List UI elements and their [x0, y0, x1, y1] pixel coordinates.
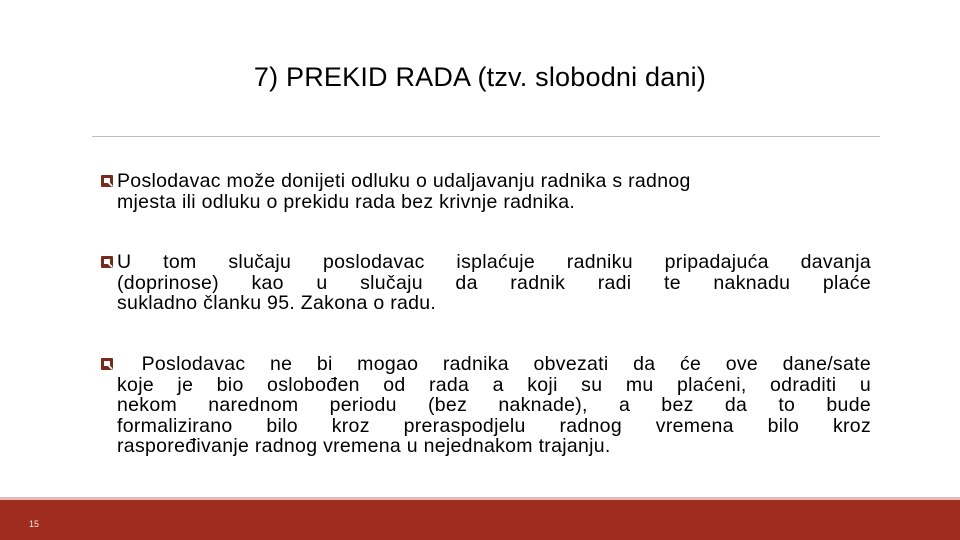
page-number: 15	[29, 519, 40, 529]
q-square-icon	[100, 174, 114, 188]
slide-title: 7) PREKID RADA (tzv. slobodni dani)	[253, 62, 707, 92]
bullet-line: koje je bio oslobođen od rada a koji su mu plaćeni, odraditi u	[117, 373, 871, 396]
bullet-text: Poslodavac može donijeti odluku o udaljavanju radnika s radnog	[117, 170, 691, 192]
bullet-line: raspoređivanje radnog vremena u nejednakom trajanju.	[117, 435, 611, 457]
q-square-icon	[100, 255, 114, 269]
bullet-line: sukladno članku 95. Zakona o radu.	[117, 292, 437, 314]
bullet-text: Poslodavac ne bi mogao radnika obvezati da će ove dane/sate	[117, 353, 871, 375]
q-square-icon	[100, 357, 114, 371]
bullet-line: mjesta ili odluku o prekidu rada bez krivnje radnika.	[117, 190, 576, 213]
bullet-item-3	[100, 354, 871, 457]
bullet-line	[100, 354, 871, 375]
bullet-text: U tom slučaju poslodavac isplaćuje radniku pripadajuća davanja	[117, 251, 871, 273]
bullet-line	[100, 252, 871, 273]
bullet-item-2	[100, 252, 871, 314]
bullet-line: nekom narednom periodu (bez naknade), a bez da to bude	[117, 394, 871, 416]
bullet-item-1	[100, 171, 871, 212]
bullet-line: formalizirano bilo kroz preraspodjelu radnog vremena bilo kroz	[117, 414, 871, 437]
bullet-line: (doprinose) kao u slučaju da radnik radi te naknadu plaće	[117, 271, 871, 294]
footer-bar	[0, 500, 960, 540]
bullet-line	[100, 171, 871, 192]
title-divider	[92, 136, 880, 137]
